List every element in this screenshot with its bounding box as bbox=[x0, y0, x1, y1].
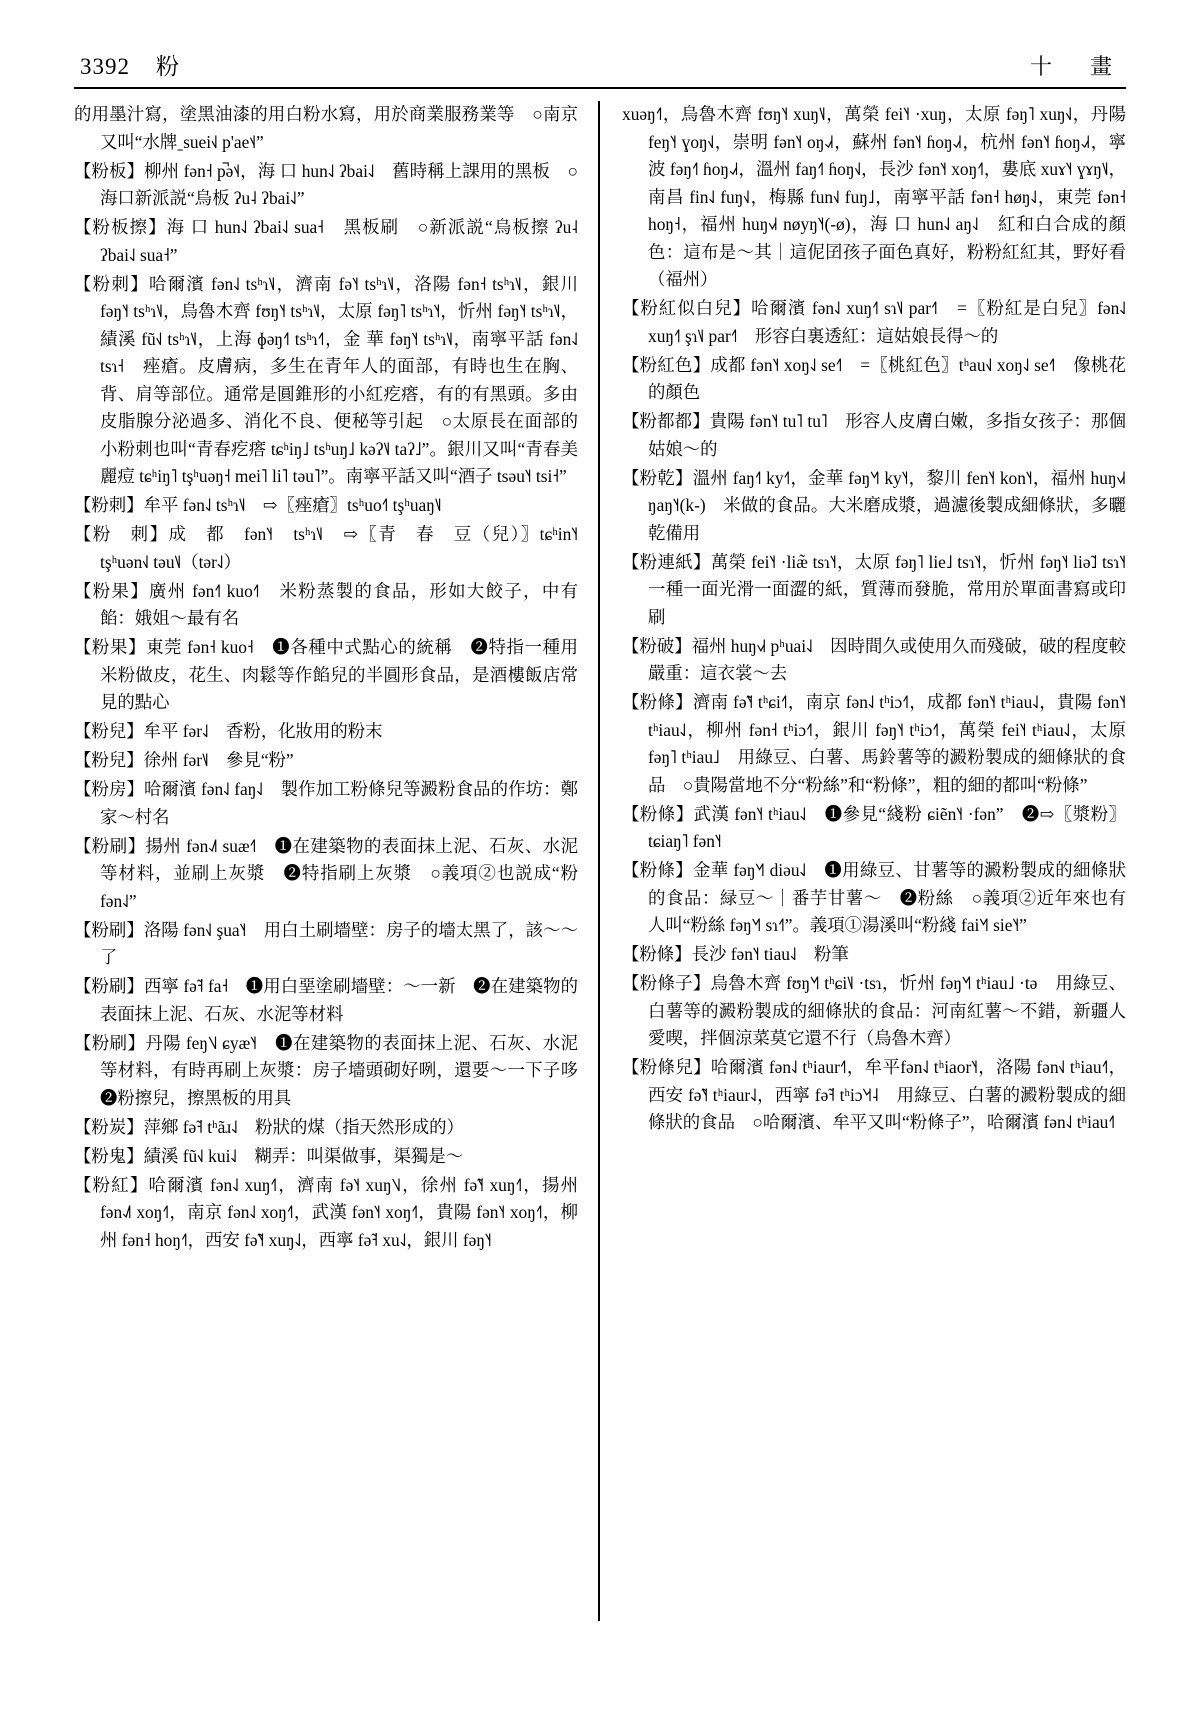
entry: 【粉連紙】萬榮 fei˥˧ ·liæ̃ tsɿ˥˧，太原 fəŋ˥ lie˩ tsɿ˥˧，忻州 fəŋ˥˧ liə̃˩ tsɿ˥˧ 一種一面光滑一面澀的紙，質薄而發脆，常用於單面書寫或印刷 bbox=[622, 551, 1144, 627]
entry: 【粉板擦】海 口 hun˨˩ ʔbai˨˩ sua˧ 黑板刷 ○新派説“烏板擦 ʔu˨ ʔbai˨˩ sua˧” bbox=[74, 217, 578, 265]
entry: 【粉乾】溫州 faŋ˧˥ ky˧˥，金華 fəŋ˥˧˥ ky˥˧，黎川 fen˥˧ kon˥˧，福州 huŋ˧˩˧ ŋaŋ˥˧(k-) 米做的食品。大米磨成漿，過濾後製成細條狀，多曬乾備用 bbox=[622, 467, 1126, 543]
entry: 【粉房】哈爾濱 fən˨˩ faŋ˨˩ 製作加工粉條兒等澱粉食品的作坊：鄭家～村名 bbox=[74, 779, 578, 827]
entry: 【粉板】柳州 fən˧ p̚ə˦˨，海 口 hun˨˩ ʔbai˨˩ 舊時稱上課用的黑板 ○海口新派説“烏板 ʔu˨ ʔbai˨˩” bbox=[74, 160, 578, 208]
entry: 【粉果】廣州 fən˧˥ kuo˧˥ 米粉蒸製的食品，形如大餃子，中有餡：娥姐～最有名 bbox=[74, 580, 578, 628]
entry: 【粉條】武漢 fən˥˧ tʰiau˨˩ ❶參見“綫粉 ɕiẽn˥˧ ·fən” ❷⇨〖漿粉〗tɕiaŋ˥ fən˥˧ bbox=[622, 803, 1126, 851]
entry: 【粉條】金華 fəŋ˥˧˥ diəu˨˩ ❶用綠豆、甘薯等的澱粉製成的細條狀的食品：緑豆～｜番芋甘薯～ ❷粉絲 ○義項②近年來也有人叫“粉絲 fəŋ˥˧˥ sɿ˧˥”。義項①湯溪叫“粉綫 fai˥˧˥ sie˥˧” bbox=[622, 860, 1126, 935]
entry: 【粉條子】烏魯木齊 fʊŋ˥˧˥ tʰɕi˥˩ ·tsɿ，忻州 fəŋ˥˧˥ tʰiau˩ ·tə 用綠豆、白薯等的澱粉製成的細條狀的食品：河南紅薯～不錯，新疆人愛喫，拌個涼菜莫它還不行（烏魯木齊） bbox=[622, 973, 1126, 1048]
page-number: 3392 bbox=[80, 54, 130, 79]
entry: 【粉紅色】成都 fən˥˧ xoŋ˨˩ se˧˥ =〖桃紅色〗tʰau˧˩ xoŋ˨˩ se˧˥ 像桃花的顏色 bbox=[622, 354, 1126, 402]
entry: 【粉刷】西寧 fə̃˧ fa˧ ❶用白堊塗刷墻壁：～一新 ❷在建築物的表面抹上泥、石灰、水泥等材料 bbox=[74, 976, 578, 1024]
left-column bbox=[74, 101, 600, 1621]
entry-continuation: xuəŋ˧˥，烏魯木齊 fʊŋ˥˧ xuŋ˥˩，萬榮 fei˥˧ ·xuŋ，太原 fəŋ˥ xuŋ˧˩，丹陽 feŋ˥˧ ɣoŋ˧˩，崇明 fən˥˧ oŋ˨˩˧，蘇州 fən˥˧ ɦoŋ˨˩˧，杭州 fən˥˧ ɦoŋ˨˩˧，寧波 fəŋ˧˥ ɦoŋ˨˩˧，溫州 faŋ˧˥ ɦoŋ˧˩，長沙 fən˥˧ xoŋ˧˥，婁底 xuɤ˥˧ ɣɤŋ˥˩，南昌 fin˨˩ fuŋ˧˩，梅縣 fun˧˩ fuŋ˩，南寧平話 fən˧ høŋ˨˩，東莞 fən˧ hoŋ˧，福州 huŋ˧˩˧ nøyŋ˥˧(-ø)，海 口 hun˨˩ aŋ˨˩ 紅和白合成的顏色：這布是～其｜這伲囝孩子面色真好，粉粉紅紅其，野好看（福州） bbox=[622, 104, 1126, 289]
two-column-body bbox=[74, 101, 1144, 1621]
right-column bbox=[600, 101, 1144, 1621]
entry: 【粉條】長沙 fən˥˧ tiau˨˩ 粉筆 bbox=[622, 944, 849, 964]
entry: 【粉炭】萍鄉 fə̃˧ tʰãɹ˨˩ 粉狀的煤（指天然形成的） bbox=[74, 1116, 464, 1137]
entry: 【粉刷】洛陽 fən˧˩ şua˥˧ 用白土刷墻壁：房子的墻太黑了，該～～了 bbox=[74, 919, 578, 967]
page-header bbox=[74, 48, 1126, 89]
entry: 【粉鬼】績溪 fũ˧˩ kui˨˩ 糊弄：叫渠做事，渠獨是～ bbox=[74, 1145, 464, 1166]
entry: 【粉兒】牟平 fər˨˩ 香粉，化妝用的粉末 bbox=[74, 721, 383, 741]
header-left-group bbox=[80, 48, 179, 81]
entry: 【粉果】東莞 fən˧ kuo˧ ❶各種中式點心的統稱 ❷特指一種用米粉做皮，花生、肉鬆等作餡兒的半圓形食品，是酒樓飯店常見的點心 bbox=[74, 637, 578, 712]
entry: 【粉 刺】成 都 fən˥˧ tsʰɿ˥˩ ⇨〖青 春 豆（兒）〗tɕʰin˥˧ tşʰuən˧˩ təu˥˩（tər˨˩） bbox=[74, 524, 578, 572]
entry: 【粉兒】徐州 fər˥˩ 參見“粉” bbox=[74, 750, 294, 770]
entry: 【粉紅似白兒】哈爾濱 fən˨˩ xuŋ˧˥ sɿ˥˩ par˧˥ =〖粉紅是白兒〗fən˨˩ xuŋ˧˥ şɿ˥˩ par˧˥ 形容白裏透紅：這姑娘長得～的 bbox=[622, 298, 1126, 346]
entry: 【粉紅】哈爾濱 fən˨˩ xuŋ˧˥，濟南 fə˥˧ xuŋ˥˧˩，徐州 fə̃˥˧ xuŋ˧˥，揚州 fən˨˩˥ xoŋ˧˥，南京 fən˨˩ xoŋ˧˥，武漢 fən˥˧ xoŋ˧˥，貴陽 fən˥˧ xoŋ˧˥，柳州 fən˧ hoŋ˧˥，西安 fə̃˥˧ xuŋ˨˩，西寧 fə̃˧ xu˨˩，銀川 fəŋ˥˧ bbox=[74, 1174, 578, 1250]
entry: 【粉條】濟南 fə̃˥˧ tʰɕi˧˥，南京 fən˨˩ tʰiɔ˧˥，成都 fən˥˧ tʰiau˨˩，貴陽 fən˥˧ tʰiau˨˩，柳州 fən˧ tʰiɔ˧˥，銀川 fəŋ˥˧ tʰiɔ˧˥，萬榮 fei˥˧ tʰiau˨˩，太原 fəŋ˥ tʰiau˩ 用綠豆、白薯、馬鈴薯等的澱粉製成的細條狀的食品 ○貴陽當地不分“粉絲”和“粉條”，粗的細的都叫“粉條” bbox=[622, 692, 1126, 795]
entry: 【粉都都】貴陽 fən˥˧ tu˥ tu˥ 形容人皮膚白嫩，多指女孩子：那個姑娘～的 bbox=[622, 411, 1126, 459]
entry: 【粉刷】丹陽 feŋ˥˧˩ ɕyæ˥˧ ❶在建築物的表面抹上泥、石灰、水泥等材料，有時再刷上灰漿：房子墻頭砌好咧，還要～一下子哆 ❷粉擦兒，擦黑板的用具 bbox=[74, 1032, 596, 1108]
entry: 【粉刷】揚州 fən˨˩˥ suæ˧˥ ❶在建築物的表面抹上泥、石灰、水泥等材料，並刷上灰漿 ❷特指刷上灰漿 ○義項②也説成“粉 fən˨˩” bbox=[74, 835, 578, 911]
entry: 【粉條兒】哈爾濱 fən˨˩ tʰiaur˧˥，牟平fən˨˩ tʰiaor˥˧，洛陽 fən˧˩ tʰiau˧˥，西安 fə̃˥˧ tʰiaur˨˩，西寧 fə̃˧ tʰiɔ˥˧˦˨ 用綠豆、白薯的澱粉製成的細條狀的食品 ○哈爾濱、牟平又叫“粉條子”，哈爾濱 fən˨˩ tʰiau˧˥ bbox=[622, 1057, 1126, 1132]
head-character: 粉 bbox=[156, 54, 179, 79]
header-stroke-label: 十 畫 bbox=[1029, 54, 1120, 79]
entry: 【粉刺】哈爾濱 fən˨˩ tsʰɿ˥˩，濟南 fə˥˧ tsʰɿ˥˩，洛陽 fən˧ tsʰɿ˥˩，銀川 fəŋ˥˧ tsʰɿ˥˩，烏魯木齊 fʊŋ˥˧ tsʰɿ˥˩，太原 fəŋ˥ tsʰɿ˥˧，忻州 fəŋ˥˧ tsʰɿ˥˩，績溪 fũ˧˩ tsʰɿ˥˩，上海 ɸəŋ˧˥ tsʰɿ˧˥，金 華 fəŋ˥˧ tsʰɿ˥˩，南寧平話 fən˨˩ tsɿ˧ 痤瘡。皮膚病，多生在青年人的面部，有時也生在胸、背、肩等部位。通常是圓錐形的小紅疙瘩，有的有黑頭。多由皮脂腺分泌過多、消化不良、便秘等引起 ○太原長在面部的小粉刺也叫“青春疙瘩 tɕʰiŋ˩ tsʰuŋ˩ kəʔ˥˩ taʔ˩”。銀川又叫“青春美麗痘 tɕʰiŋ˥ tşʰuəŋ˧ mei˥ li˥ təu˥”。南寧平話又叫“酒子 tsəu˥˧ tsi˧” bbox=[74, 273, 578, 486]
entry: 【粉破】福州 huŋ˧˩˧ pʰuai˨˩ 因時間久或使用久而殘破，破的程度較嚴重：這衣裳～去 bbox=[622, 635, 1126, 683]
entry: 的用墨汁寫，塗黑油漆的用白粉水寫，用於商業服務業等 ○南京又叫“水牌ˍsuei˧˩ p'ae˦˨” bbox=[74, 104, 578, 152]
entry: 【粉刺】牟平 fən˨˩ tsʰɿ˥˩ ⇨〖痤瘡〗tsʰuo˧˥ tşʰuaŋ˥˩ bbox=[74, 495, 442, 515]
